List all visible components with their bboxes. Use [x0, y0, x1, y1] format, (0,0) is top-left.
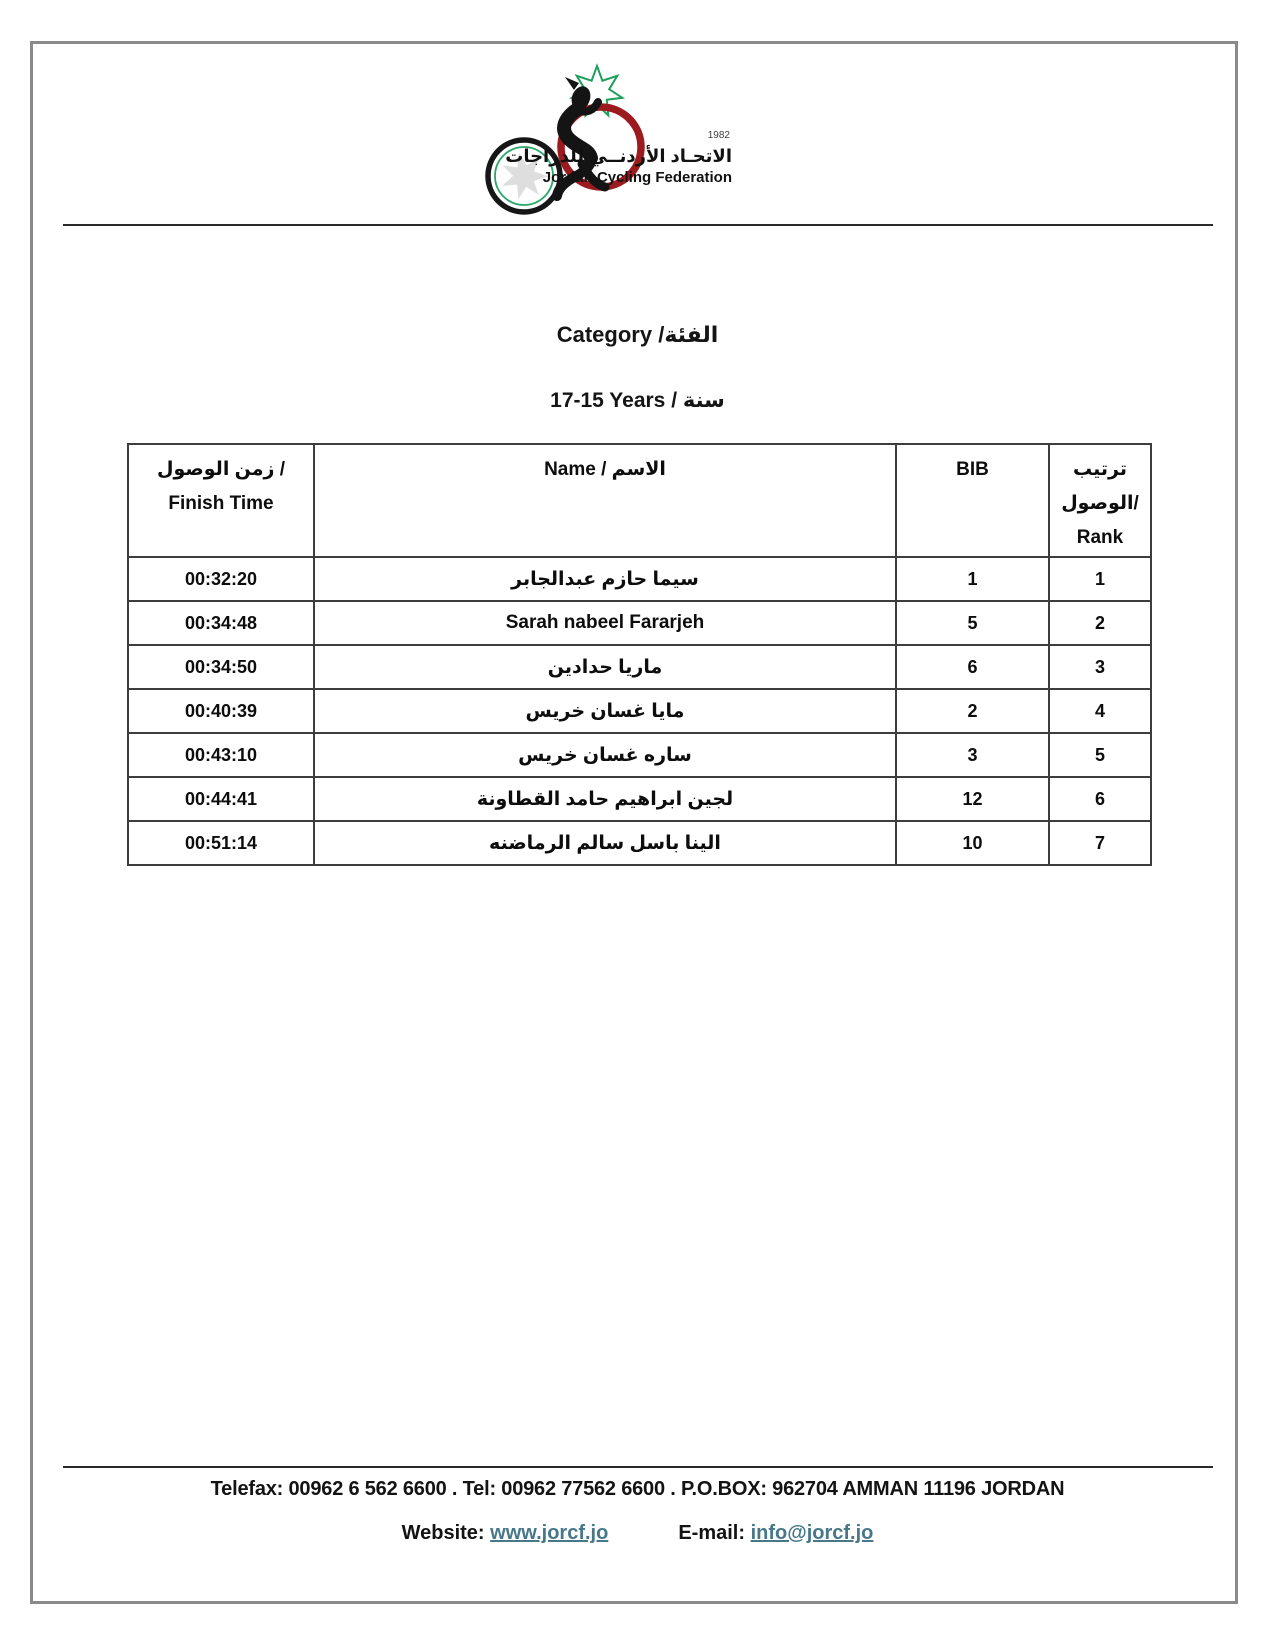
footer-links-line [0, 1522, 1275, 1545]
bib-cell: 12 [896, 777, 1049, 821]
header-divider [63, 224, 1213, 226]
table-row [128, 821, 1151, 865]
finish-time-column-header: زمن الوصول / Finish Time [128, 444, 314, 557]
category-heading: Category /الفئة [556, 322, 719, 347]
rank-cell: 6 [1049, 777, 1151, 821]
rank-cell: 2 [1049, 601, 1151, 645]
logo-year: 1982 [707, 130, 730, 141]
bib-cell: 6 [896, 645, 1049, 689]
rank-cell: 5 [1049, 733, 1151, 777]
results-table [127, 443, 1152, 866]
name-column-header: Name / الاسم [314, 444, 896, 557]
website-label: Website: [401, 1522, 491, 1544]
rank-cell: 3 [1049, 645, 1151, 689]
finish-time-cell: 00:40:39 [128, 689, 314, 733]
rank-cell: 7 [1049, 821, 1151, 865]
logo-federation-name-arabic: الاتحـاد الأردنــي للدراجات [505, 146, 732, 166]
federation-logo [470, 58, 740, 218]
finish-time-cell: 00:44:41 [128, 777, 314, 821]
age-group-subheading: 17-15 Years / سنة [550, 389, 725, 412]
table-row [128, 557, 1151, 601]
rider-name-cell: ساره غسان خريس [314, 733, 896, 777]
website-link[interactable]: www.jorcf.jo [490, 1522, 609, 1544]
rider-name-cell: Sarah nabeel Fararjeh [314, 601, 896, 645]
rank-cell: 4 [1049, 689, 1151, 733]
bib-cell: 5 [896, 601, 1049, 645]
rider-name-cell: ماريا حدادين [314, 645, 896, 689]
footer-contact-line: Telefax: 00962 6 562 6600 . Tel: 00962 77562 6600 . P.O.BOX: 962704 AMMAN 11196 JORDAN [210, 1478, 1065, 1500]
cyclist-logo-icon [470, 58, 740, 218]
table-row [128, 601, 1151, 645]
table-header-row [128, 444, 1151, 557]
finish-time-cell: 00:51:14 [128, 821, 314, 865]
table-row [128, 689, 1151, 733]
bib-column-header: BIB [896, 444, 1049, 557]
rider-name-cell: مايا غسان خريس [314, 689, 896, 733]
table-row [128, 733, 1151, 777]
bib-cell: 3 [896, 733, 1049, 777]
bib-cell: 1 [896, 557, 1049, 601]
email-label: E-mail: [678, 1522, 751, 1544]
email-link[interactable]: info@jorcf.jo [750, 1522, 874, 1544]
finish-time-cell: 00:34:50 [128, 645, 314, 689]
finish-time-cell: 00:34:48 [128, 601, 314, 645]
rider-name-cell: الينا باسل سالم الرماضنه [314, 821, 896, 865]
bib-cell: 10 [896, 821, 1049, 865]
rider-name-cell: سيما حازم عبدالجابر [314, 557, 896, 601]
finish-time-cell: 00:32:20 [128, 557, 314, 601]
table-row [128, 777, 1151, 821]
finish-time-cell: 00:43:10 [128, 733, 314, 777]
logo-federation-name-english: Jordan Cycling Federation [542, 169, 732, 186]
table-row [128, 645, 1151, 689]
rank-column-header: ترتيب الوصول/ Rank [1049, 444, 1151, 557]
footer-divider [63, 1466, 1213, 1468]
results-table-container [127, 443, 1150, 866]
rider-name-cell: لجين ابراهيم حامد القطاونة [314, 777, 896, 821]
bib-cell: 2 [896, 689, 1049, 733]
rank-cell: 1 [1049, 557, 1151, 601]
